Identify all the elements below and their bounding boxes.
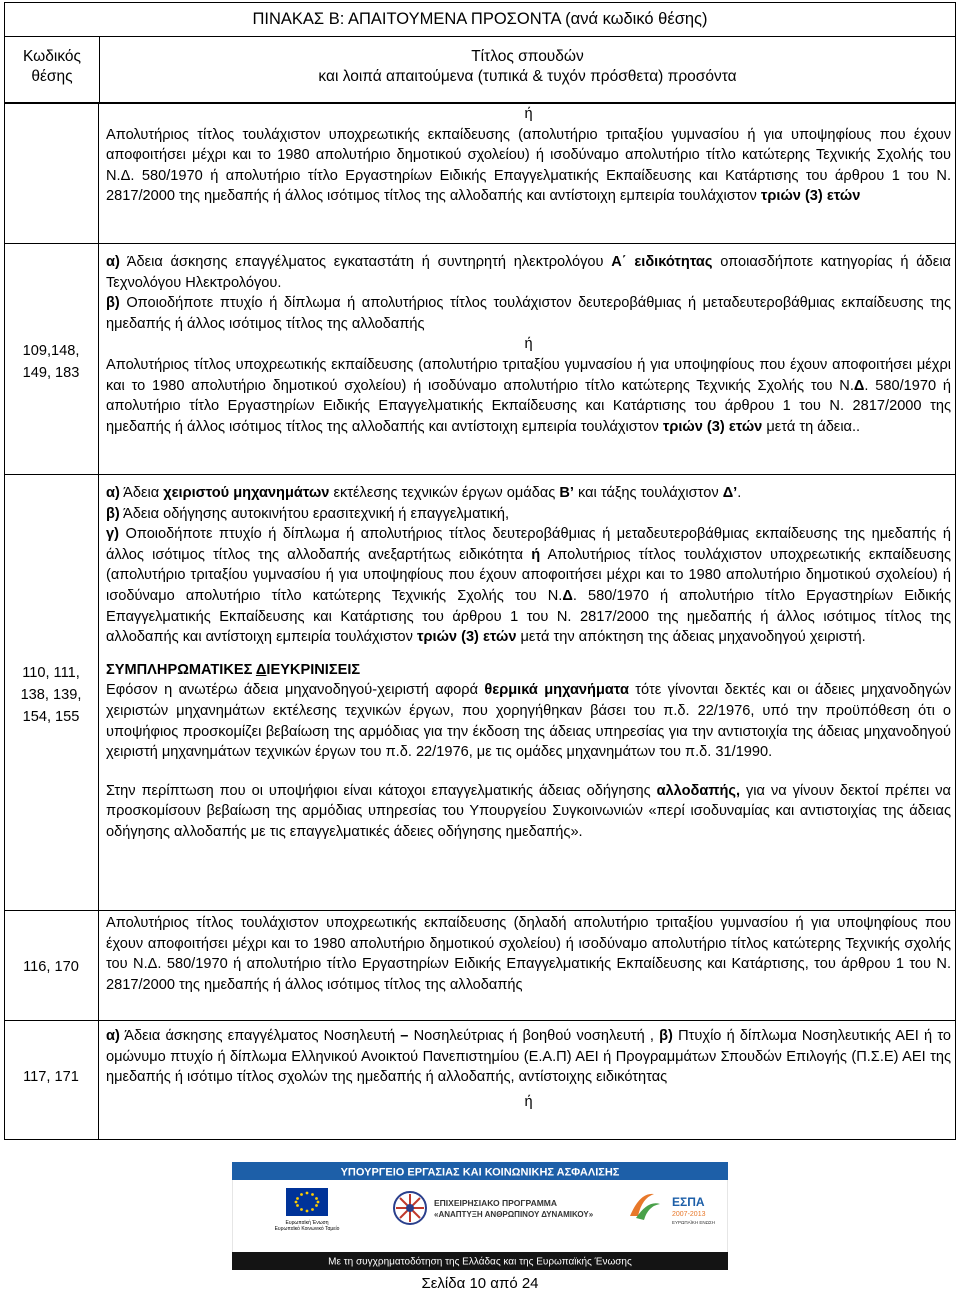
requirement-c: Απολυτήριος τίτλος υποχρεωτικής εκπαίδευσης (απολυτήριο τριταξίου γυμνασίου ή για υποψηφίους που έχουν αποφοιτήσει μέχρι και το 1980 απολυτήριο δημοτικού σχολείου) ή ισοδύναμο απολυτήριο τίτλο κατώτερης Τεχνικής Σχολής του Ν.Δ. 580/1970 ή απολυτήριο τίτλο Εργαστηρίων Ειδικής Επαγγελματικής Εκπαίδευσης και Κατάρτισης του άρθρου 1 του Ν. 2817/2000 της ημεδαπής ή άλλος ισότιμος τίτλος της αλλοδαπής και αντίστοιχη εμπειρία τουλάχιστον τριών (3) ετών μετά τη άδεια.. <box>106 356 951 435</box>
espa-label: ΕΣΠΑ <box>672 1195 705 1209</box>
or-separator: ή <box>524 106 533 122</box>
table-row <box>106 1026 951 1112</box>
eu-flag-icon <box>286 1188 328 1216</box>
supplementary-paragraph: Εφόσον η ανωτέρω άδεια μηχανοδηγού-χειριστή αφορά θερμικά μηχανήματα τότε γίνονται δεκτές και οι άδειες μηχανοδηγών χειριστών μηχανημάτων εκτέλεσης τεχνικών έργων, που χορηγήθηκαν βάσει του π.δ. 22/1976, υπό την προϋπόθεση ότι ο υποψήφιος προσκομίζει βεβαίωση της αρμόδιας για την έκδοση της άδειας υπηρεσίας για την αντιστοιχία της άδειας μηχανοδηγού χειριστή μηχανημάτων τεχνικών έργων του π.δ. 22/1976, με τις ομάδες μηχανημάτων του π.δ. 31/1990. <box>106 682 952 761</box>
requirement-text: Απολυτήριος τίτλος τουλάχιστον υποχρεωτικής εκπαίδευσης (απολυτήριο τριταξίου γυμνασίου ή για υποψηφίους που έχουν αποφοιτήσει μέχρι και το 1980 απολυτήριο δημοτικού σχολείου) ή ισοδύναμο απολυτήριο τίτλο κατώτερης Τεχνικής Σχολής του Ν.Δ. 580/1970 ή απολυτήριο τίτλο Εργαστηρίων Ειδικής Επαγγελματικής Εκπαίδευσης και Κατάρτισης του άρθρου 1 του Ν. 2817/2000 της ημεδαπής ή άλλος ισότιμος τίτλος της αλλοδαπής και αντίστοιχη εμπειρία τουλάχιστον τριών (3) ετών <box>106 126 951 205</box>
table-row <box>106 483 951 843</box>
requirement-a: α) Άδεια χειριστού μηχανημάτων εκτέλεσης τεχνικών έργων ομάδας Β’ και τάξης τουλάχιστον Δ’. <box>106 485 742 501</box>
table-row <box>106 104 951 207</box>
requirement-c: γ) Οποιοδήποτε πτυχίο ή δίπλωμα ή απολυτήριος τίτλος δευτεροβάθμιας ή μεταδευτεροβάθμιας εκπαίδευσης της ημεδαπής ή άλλος ισότιμος τίτλος της αλλοδαπής ανεξαρτήτως ειδικότητα ή Απολυτήριος τίτλος τουλάχιστον υποχρεωτικής εκπαίδευσης (απολυτήριο τριταξίου γυμνασίου ή για υποψηφίους που έχουν αποφοιτήσει μέχρι και το 1980 απολυτήριο δημοτικού σχολείου) ή ισοδύναμο απολυτήριο τίτλο κατώτερης Τεχνικής Σχολής του Ν.Δ. 580/1970 ή απολυτήριο τίτλο Εργαστηρίων Ειδικής Επαγγελματικής Εκπαίδευσης και Κατάρτισης του άρθρου 1 του Ν. 2817/2000 της ημεδαπής ή άλλος ισότιμος τίτλος της αλλοδαπής και αντίστοιχη εμπειρία τουλάχιστον τριών (3) ετών μετά την απόκτηση της άδειας μηχανοδηγού χειριστή. <box>106 526 951 646</box>
position-code: 109,148, 149, 183 <box>22 343 80 381</box>
or-separator: ή <box>524 1093 533 1110</box>
requirement-b: β) Οποιοδήποτε πτυχίο ή δίπλωμα ή απολυτήριος τίτλος τουλάχιστον δευτεροβάθμιας ή μεταδευτεροβάθμιας εκπαίδευσης της ημεδαπής ή άλλος ισότιμος τίτλος της αλλοδαπής <box>106 295 951 332</box>
funding-banner <box>232 1162 728 1270</box>
position-code: 110, 111, 138, 139, 154, 155 <box>20 665 82 725</box>
page-number: Σελίδα 10 από 24 <box>421 1275 539 1292</box>
row-divider <box>4 1020 956 1021</box>
ministry-label: ΥΠΟΥΡΓΕΙΟ ΕΡΓΑΣΙΑΣ ΚΑΙ ΚΟΙΝΩΝΙΚΗΣ ΑΣΦΑΛΙΣΗΣ <box>340 1166 620 1179</box>
header-code-column: Κωδικός θέσης <box>5 37 100 102</box>
row-divider <box>4 243 956 244</box>
programme-label: ΕΠΙΧΕΙΡΗΣΙΑΚΟ ΠΡΟΓΡΑΜΜΑ <box>434 1198 558 1208</box>
table-header <box>4 37 956 103</box>
header-title-column: Τίτλος σπουδών και λοιπά απαιτούμενα (τυπικά & τυχόν πρόσθετα) προσόντα <box>318 48 737 85</box>
slogan-label: Με τη συγχρηματοδότηση της Ελλάδας και της Ευρωπαϊκής Ένωσης <box>328 1256 632 1268</box>
position-code: 117, 171 <box>23 1069 79 1085</box>
row-divider <box>4 1139 956 1140</box>
programme-logo-icon <box>394 1192 426 1224</box>
row-divider <box>4 474 956 475</box>
funding-banner-graphic <box>232 1162 728 1270</box>
column-divider <box>98 103 99 1139</box>
table-row <box>106 252 951 437</box>
requirement-b: β) Άδεια οδήγησης αυτοκινήτου ερασιτεχνική ή επαγγελματική, <box>106 505 509 522</box>
table-row <box>106 913 951 995</box>
eu-caption: Ευρωπαϊκό Κοινωνικό Ταμείο <box>274 1226 340 1232</box>
requirement-text: α) Άδεια άσκησης επαγγέλματος Νοσηλευτή – Νοσηλεύτριας ή βοηθού νοσηλευτή , β) Πτυχίο ή δίπλωμα Νοσηλευτικής ΑΕΙ ή το ομώνυμο πτυχίο ή δίπλωμα Ελληνικού Ανοικτού Πανεπιστημίου (Ε.Α.Π) ΑΕΙ ή Προγραμμάτων Σπουδών Επιλογής (Π.Σ.Ε) ΑΕΙ της ημεδαπής ή ισότιμο τίτλος σχολών της ημεδαπής ή αλλοδαπής, αντίστοιχης ειδικότητας <box>106 1028 951 1086</box>
supplementary-heading: ΣΥΜΠΛΗΡΩΜΑΤΙΚΕΣ ΔΙΕΥΚΡΙΝΙΣΕΙΣ <box>106 661 361 678</box>
requirement-a: α) Άδεια άσκησης επαγγέλματος εγκαταστάτη ή συντηρητή ηλεκτρολόγου Α΄ ειδικότητας οποιασδήποτε κατηγορίας ή άδεια Τεχνολόγου Ηλεκτρολόγου. <box>106 254 951 291</box>
row-divider <box>4 910 956 911</box>
table-right-border <box>955 103 956 1139</box>
espa-years: 2007-2013 <box>672 1211 706 1218</box>
requirement-text: Απολυτήριος τίτλος τουλάχιστον υποχρεωτικής εκπαίδευσης (δηλαδή απολυτήριο τριταξίου γυμνασίου ή για υποψηφίους που έχουν αποφοιτήσει μέχρι και το 1980 απολυτήριο δημοτικού σχολείου) ή ισοδύναμο απολυτήριο τίτλος κατώτερης Τεχνικής σχολής του Ν.Δ. 580/1970 ή απολυτήριο τίτλο Εργαστηρίων Ειδικής Επαγγελματικής Εκπαίδευσης και Κατάρτισης, του άρθρου 1 του Ν. 2817/2000 της ημεδαπής ή άλλος ισότιμος τίτλος της αλλοδαπής <box>106 915 951 993</box>
espa-caption: ΕΥΡΩΠΑΪΚΗ ΕΝΩΣΗ <box>672 1220 716 1225</box>
or-separator: ή <box>524 336 533 353</box>
table-left-border <box>4 103 5 1139</box>
eu-caption: Ευρωπαϊκή Ένωση <box>285 1220 329 1226</box>
table-title: ΠΙΝΑΚΑΣ Β: ΑΠΑΙΤΟΥΜΕΝΑ ΠΡΟΣΟΝΤΑ (ανά κωδικό θέσης) <box>4 2 956 37</box>
supplementary-paragraph: Στην περίπτωση που οι υποψήφιοι είναι κάτοχοι επαγγελματικής άδειας οδήγησης αλλοδαπής, για να γίνουν δεκτοί πρέπει να προσκομίσουν βεβαίωση της αρμόδιας υπηρεσίας του Υπουργείου Συγκοινωνιών «περί ισοδυναμίας και αντιστοιχίας της άδειας οδήγησης αλλοδαπής με τις επαγγελματικές άδειες οδήγησης ημεδαπής». <box>106 782 951 840</box>
programme-label: «ΑΝΑΠΤΥΞΗ ΑΝΘΡΩΠΙΝΟΥ ΔΥΝΑΜΙΚΟΥ» <box>434 1210 594 1219</box>
position-code: 116, 170 <box>23 959 79 975</box>
